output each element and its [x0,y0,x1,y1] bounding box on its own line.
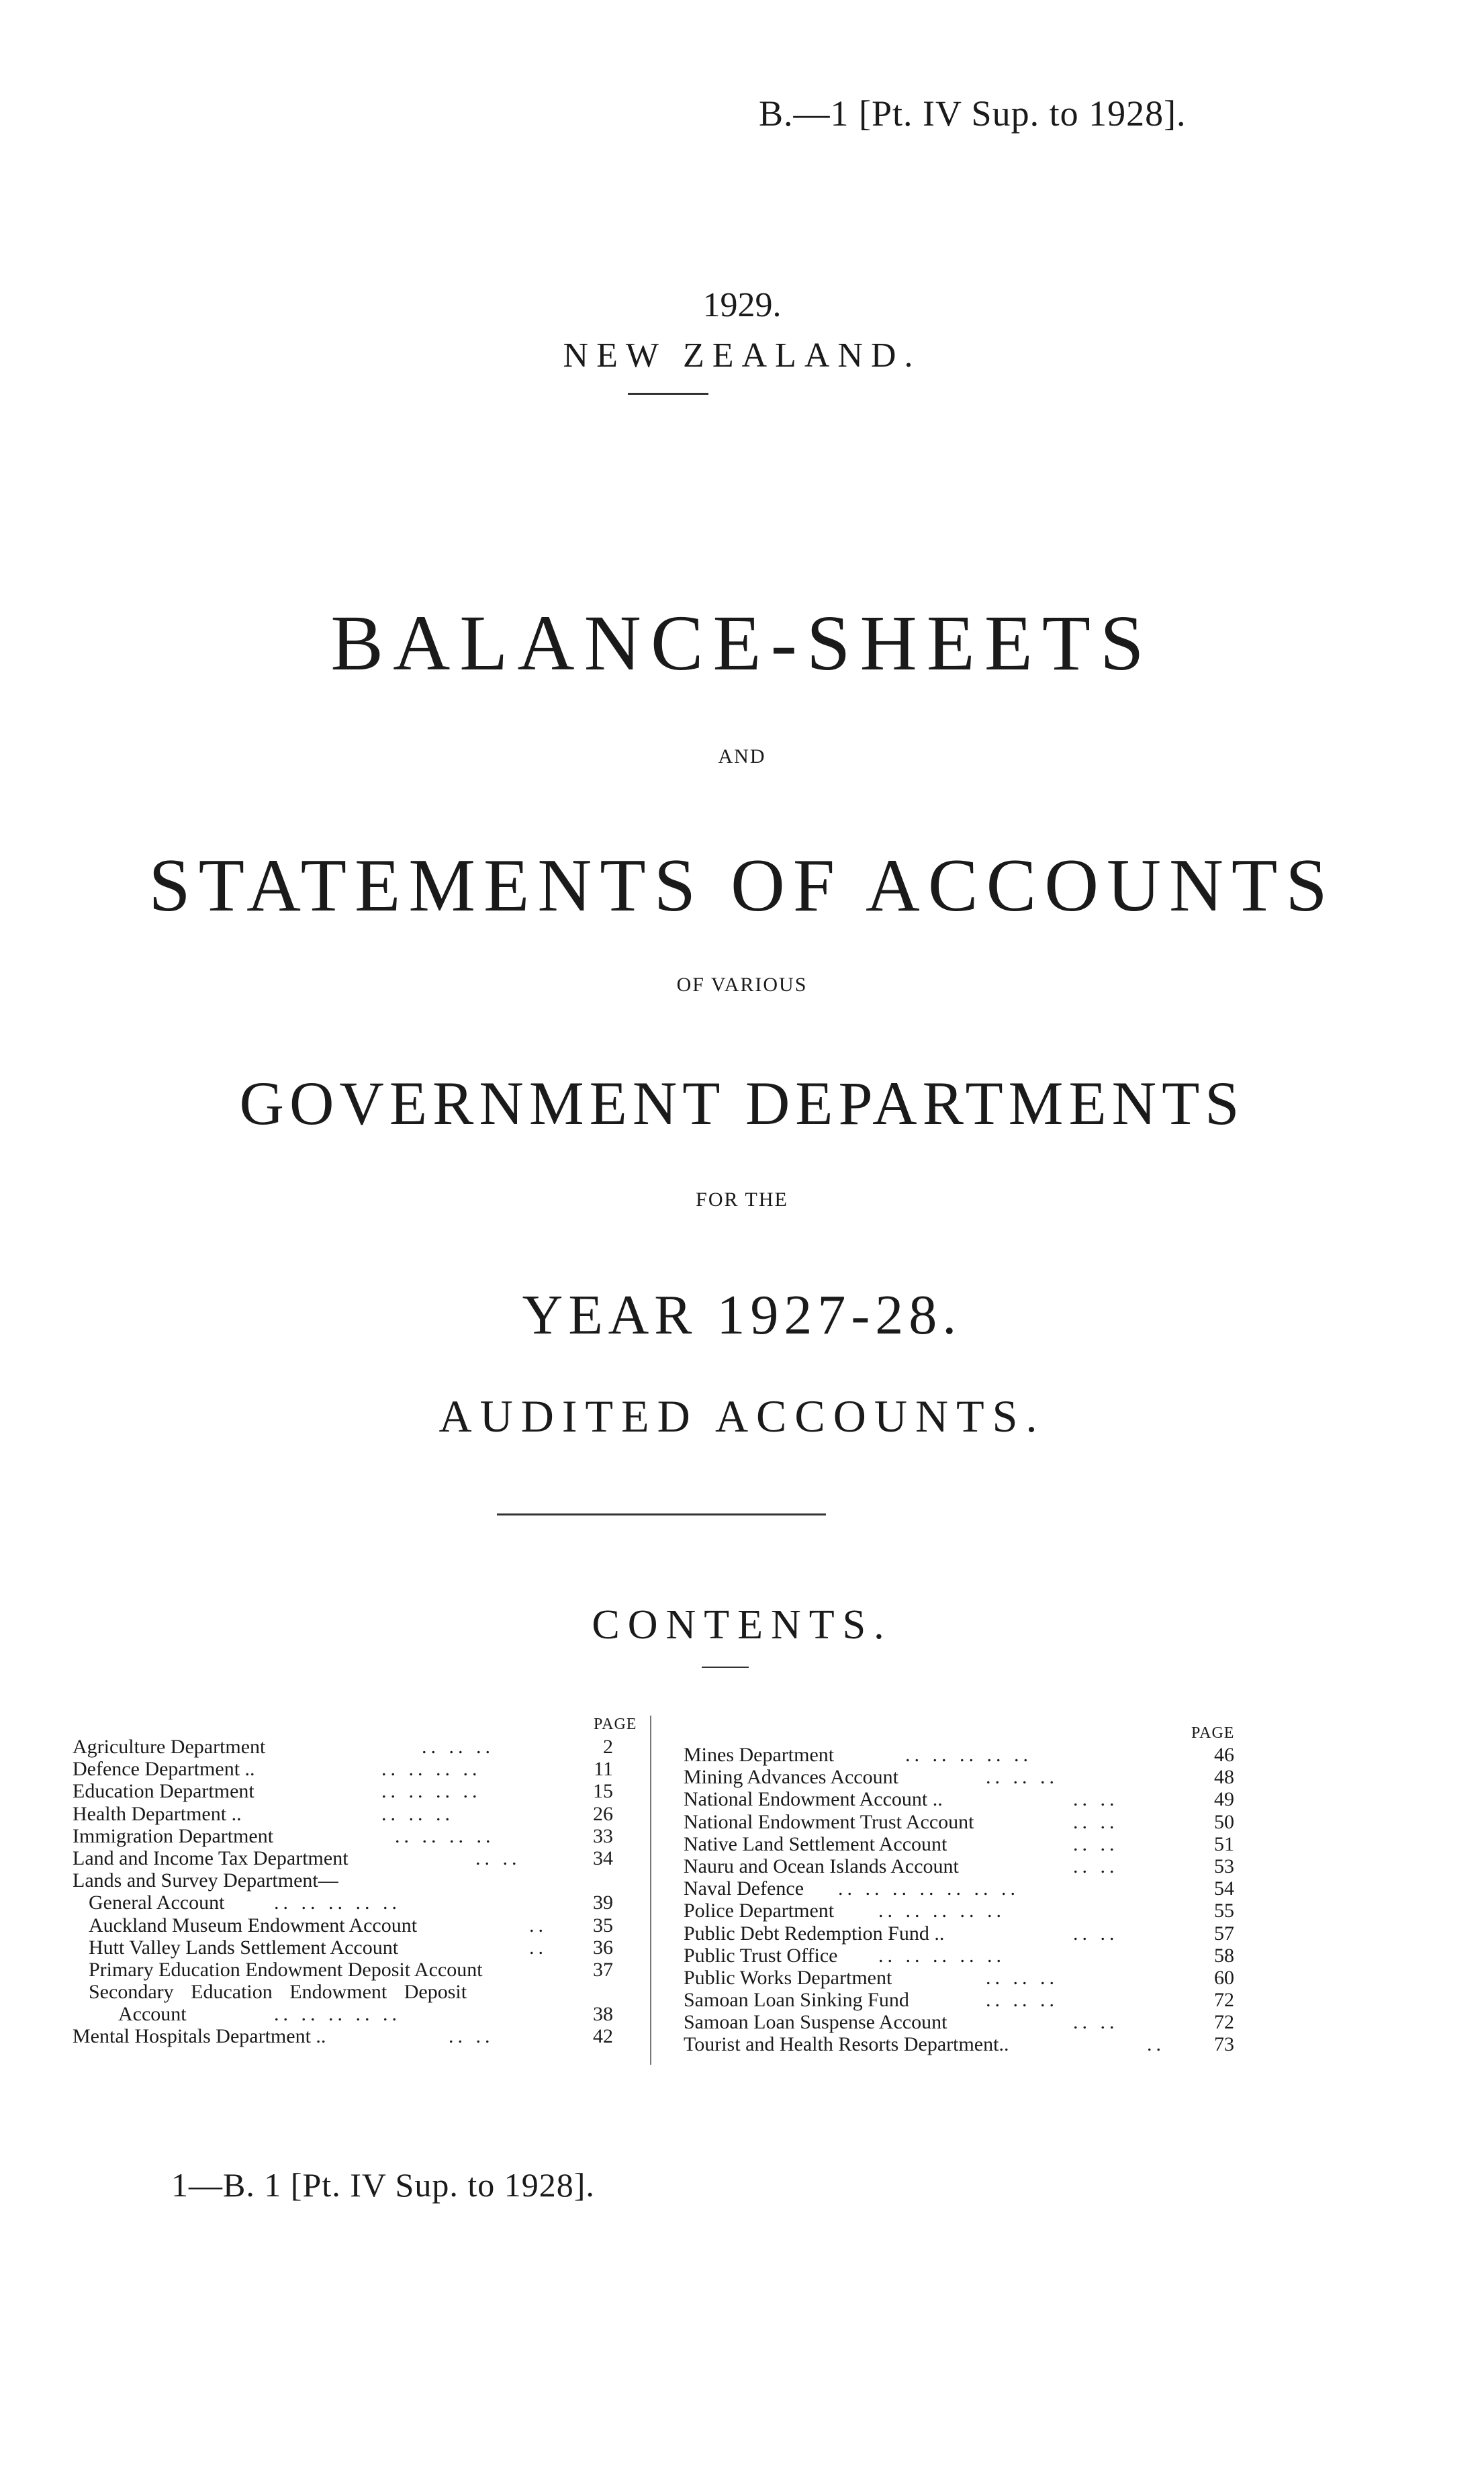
title-statements-of-accounts: STATEMENTS OF ACCOUNTS [148,844,1336,927]
leader-dots: .. .. .. .. .. [878,1944,1005,1967]
toc-entry-label: Agriculture Department [73,1736,266,1758]
toc-entry-label: Lands and Survey Department— [73,1869,338,1892]
toc-entry [73,1981,643,2003]
toc-entry [684,1833,1261,1855]
toc-entry-page: 58 [1214,1944,1234,1967]
toc-entry [73,1803,643,1825]
toc-entry-label: Tourist and Health Resorts Department.. [684,2033,1009,2056]
contents-rule [702,1667,749,1668]
toc-entry-label: Education Department [73,1780,254,1803]
toc-entry [73,1780,643,1802]
toc-entry-page: 34 [593,1847,613,1869]
toc-entry-page: 48 [1214,1766,1234,1789]
toc-entry-page: 51 [1214,1832,1234,1855]
leader-dots: .. .. [1073,2011,1119,2034]
contents-right-column [684,1744,1261,2056]
toc-entry-page: 38 [593,2003,613,2026]
toc-entry-label: Samoan Loan Suspense Account [684,2011,947,2034]
toc-entry-label: Nauru and Ocean Islands Account [684,1855,959,1877]
toc-entry [73,1758,643,1780]
toc-entry-page: 2 [603,1736,613,1758]
toc-entry [73,2025,643,2047]
toc-entry-label: Secondary Education Endowment Deposit [89,1981,467,2004]
leader-dots: .. .. .. .. [381,1780,481,1803]
leader-dots: .. .. .. .. .. [878,1900,1005,1922]
toc-entry-label: Primary Education Endowment Deposit Account [89,1958,483,1981]
country-heading: NEW ZEALAND. [563,336,921,375]
toc-entry-label: General Account [89,1892,225,1914]
leader-dots: .. .. [1073,1922,1119,1945]
toc-entry-label: Health Department .. [73,1802,242,1825]
toc-entry-page: 55 [1214,1900,1234,1922]
toc-entry-page: 42 [593,2025,613,2048]
toc-entry [684,2011,1261,2033]
section-rule [497,1513,826,1515]
toc-entry-label: Mines Department [684,1744,835,1766]
toc-entry-page: 33 [593,1824,613,1847]
title-balance-sheets: BALANCE-SHEETS [330,599,1154,687]
masthead-rule [628,393,708,395]
leader-dots: .. .. .. [422,1736,494,1758]
toc-entry [73,2003,643,2025]
toc-entry-label: Defence Department .. [73,1758,255,1781]
toc-entry [684,1766,1261,1788]
toc-entry-page: 72 [1214,2011,1234,2034]
toc-entry-label: Samoan Loan Sinking Fund [684,1989,909,2012]
leader-dots: .. [529,1936,547,1959]
contents-heading: CONTENTS. [592,1602,892,1648]
toc-entry-label: Auckland Museum Endowment Account [89,1914,418,1936]
toc-entry-page: 50 [1214,1810,1234,1833]
toc-entry-label: Public Trust Office [684,1944,838,1967]
toc-entry [684,1788,1261,1810]
toc-entry-label: Account [118,2003,187,2026]
leader-dots: .. .. .. [986,1766,1058,1789]
toc-entry [73,1959,643,1981]
toc-entry [73,1936,643,1959]
toc-entry-label: Immigration Department [73,1824,274,1847]
toc-entry [684,1744,1261,1766]
toc-entry-page: 39 [593,1892,613,1914]
leader-dots: .. .. .. [986,1966,1058,1989]
toc-entry-page: 72 [1214,1989,1234,2012]
toc-entry [73,1736,643,1758]
toc-entry-page: 37 [593,1958,613,1981]
toc-entry [684,1811,1261,1833]
title-government-departments: GOVERNMENT DEPARTMENTS [239,1069,1245,1137]
toc-entry-label: Hutt Valley Lands Settlement Account [89,1936,399,1959]
footer-reference: 1—B. 1 [Pt. IV Sup. to 1928]. [171,2166,595,2204]
leader-dots: .. .. .. [381,1802,454,1825]
leader-dots: .. .. [449,2025,494,2048]
toc-entry [684,1922,1261,1945]
toc-entry-page: 60 [1214,1966,1234,1989]
toc-entry [684,1945,1261,1967]
toc-entry-label: Police Department [684,1900,835,1922]
toc-entry-page: 11 [594,1758,613,1781]
toc-entry [684,2033,1261,2055]
toc-entry [684,1900,1261,1922]
toc-entry [684,1855,1261,1877]
leader-dots: .. .. .. .. .. [905,1744,1032,1766]
toc-entry-page: 57 [1214,1922,1234,1945]
toc-entry-page: 49 [1214,1788,1234,1811]
leader-dots: .. .. .. .. .. [274,1892,401,1914]
toc-entry-page: 36 [593,1936,613,1959]
leader-dots: .. [1147,2033,1165,2056]
toc-entry-label: Mental Hospitals Department .. [73,2025,326,2048]
leader-dots: .. .. [1073,1788,1119,1811]
toc-entry-label: Naval Defence [684,1877,804,1900]
column-divider [650,1716,651,2065]
publication-year: 1929. [702,286,782,324]
leader-dots: .. .. .. .. [381,1758,481,1781]
title-connector-of-various: OF VARIOUS [676,974,808,996]
leader-dots: .. .. [1073,1855,1119,1877]
page-column-header-right: PAGE [1191,1724,1235,1742]
header-reference: B.—1 [Pt. IV Sup. to 1928]. [759,93,1187,134]
page-column-header-left: PAGE [594,1716,637,1733]
leader-dots: .. [529,1914,547,1936]
toc-entry-page: 15 [593,1780,613,1803]
leader-dots: .. .. [1073,1810,1119,1833]
leader-dots: .. .. .. .. .. [274,2003,401,2026]
toc-entry [684,1989,1261,2011]
toc-entry-label: Public Works Department [684,1966,892,1989]
toc-entry [73,1869,643,1892]
leader-dots: .. .. [1073,1832,1119,1855]
toc-entry-label: Native Land Settlement Account [684,1832,947,1855]
title-connector-for-the: FOR THE [696,1188,788,1211]
title-audited-accounts: AUDITED ACCOUNTS. [438,1391,1046,1442]
toc-entry-label: Public Debt Redemption Fund .. [684,1922,945,1945]
leader-dots: .. .. [475,1847,521,1869]
toc-entry-label: National Endowment Account .. [684,1788,943,1811]
toc-entry [73,1914,643,1936]
toc-entry-page: 53 [1214,1855,1234,1877]
toc-entry-page: 26 [593,1802,613,1825]
contents-left-column [73,1736,643,2048]
toc-entry [73,1847,643,1869]
toc-entry [684,1877,1261,1900]
toc-entry [684,1967,1261,1989]
toc-entry-label: National Endowment Trust Account [684,1810,974,1833]
toc-entry [73,1892,643,1914]
toc-entry [73,1825,643,1847]
toc-entry-label: Land and Income Tax Department [73,1847,349,1869]
toc-entry-page: 54 [1214,1877,1234,1900]
title-year: YEAR 1927-28. [522,1284,962,1346]
toc-entry-page: 73 [1214,2033,1234,2056]
toc-entry-page: 46 [1214,1744,1234,1766]
leader-dots: .. .. .. .. [395,1824,495,1847]
title-connector-and: AND [718,745,766,767]
leader-dots: .. .. .. [986,1989,1058,2012]
leader-dots: .. .. .. .. .. .. .. [838,1877,1019,1900]
toc-entry-label: Mining Advances Account [684,1766,898,1789]
toc-entry-page: 35 [593,1914,613,1936]
